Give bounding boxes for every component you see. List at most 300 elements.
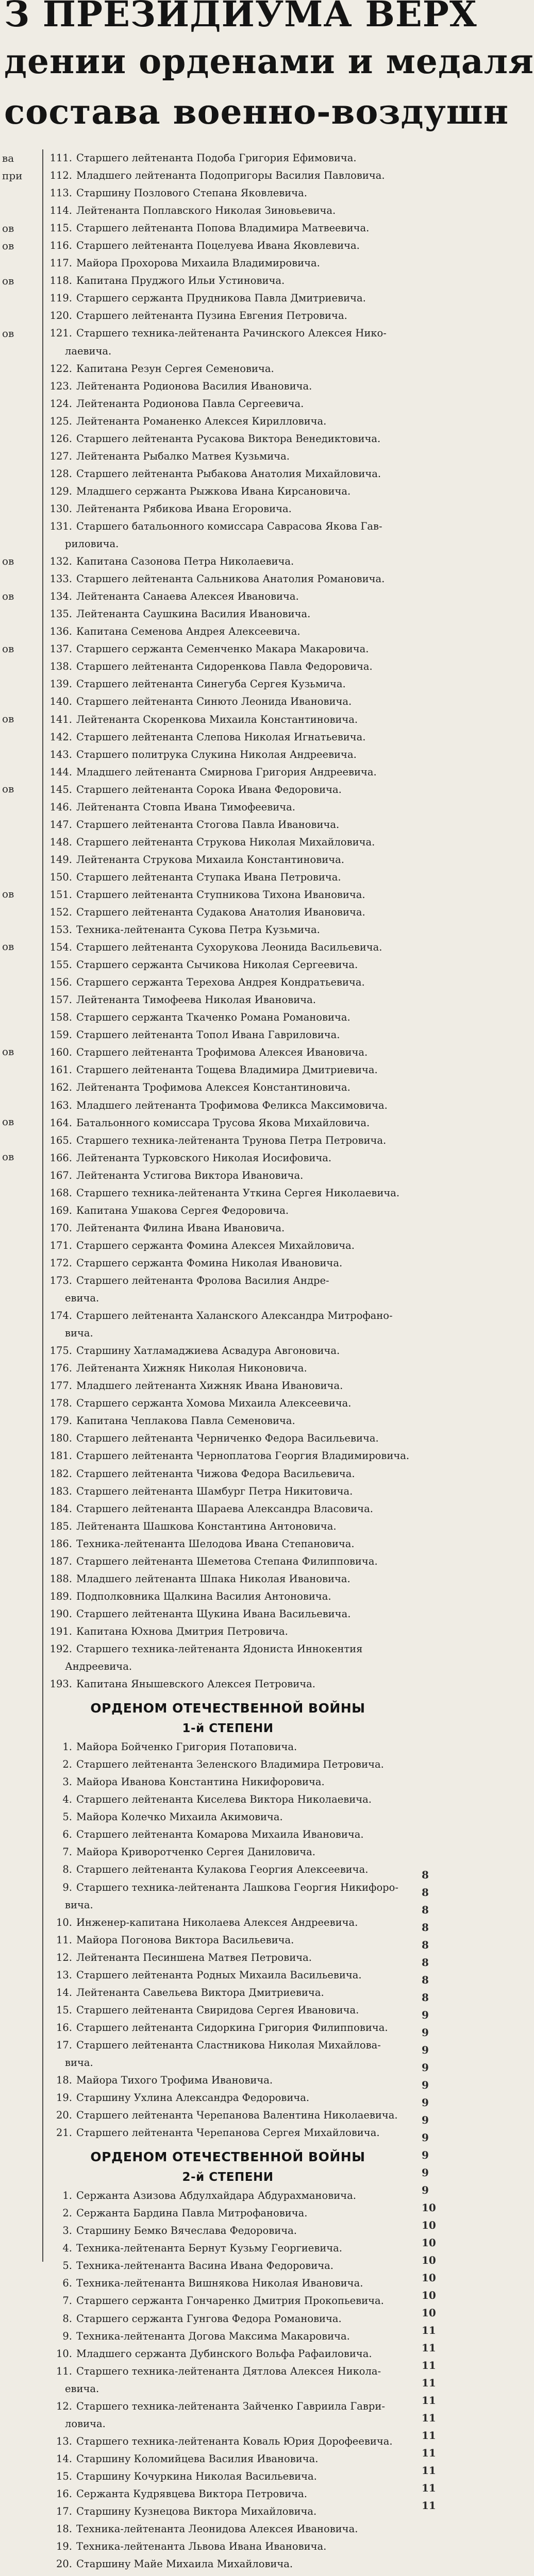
- item-text: Лейтенанта Песиншена Матвея Петровича.: [76, 1951, 312, 1963]
- list-item: [47, 728, 408, 746]
- item-number: 119.: [49, 292, 72, 304]
- list-item: [47, 921, 408, 939]
- item-text: Старшего сержанта Гончаренко Дмитрия Прокопьевича.: [76, 2295, 384, 2307]
- item-number: 182.: [49, 1467, 72, 1480]
- item-text: ловича.: [65, 2417, 106, 2430]
- right-fragment: [422, 1148, 440, 1165]
- right-fragment: 10: [422, 2307, 436, 2319]
- left-fragment: [0, 255, 41, 272]
- item-number: 154.: [49, 941, 72, 954]
- list-item: [47, 2107, 408, 2124]
- right-fragment: 11: [422, 2447, 436, 2459]
- item-number: 13.: [56, 2435, 72, 2447]
- left-fragment: [0, 447, 41, 465]
- item-text: Лейтенанта Рыбалко Матвея Кузьмича.: [76, 450, 290, 462]
- right-fragment: [422, 640, 440, 657]
- item-number: 178.: [49, 1397, 72, 1410]
- item-text: Капитана Сазонова Петра Николаевича.: [76, 555, 294, 568]
- left-fragment: ов: [2, 940, 14, 953]
- item-text: Лейтенанта Скоренкова Михаила Константиновича.: [76, 713, 358, 725]
- item-number: 150.: [49, 871, 72, 883]
- list-item: [47, 2345, 408, 2363]
- right-fragment: [422, 605, 440, 622]
- item-text: Старшего техника-лейтенанта Лашкова Георгия Никифоро-: [76, 1881, 398, 1893]
- left-fragment: ов: [2, 555, 14, 567]
- left-fragment: [0, 570, 41, 587]
- right-fragment: [422, 1200, 440, 1218]
- item-text: Старшину Майе Михаила Михайловича.: [76, 2558, 293, 2570]
- right-fragment: [422, 1008, 440, 1025]
- right-fragment: 8: [422, 1921, 429, 1934]
- left-fragment: [0, 990, 41, 1008]
- right-fragment: 9: [422, 2079, 429, 2091]
- list-item: [47, 1808, 408, 1826]
- list-item: [47, 991, 408, 1009]
- list-item-continuation: [47, 1896, 408, 1914]
- list-item: [47, 623, 408, 640]
- list-item: [47, 237, 408, 255]
- item-text: Старшину Хатламаджиева Асвадура Авгоновича.: [76, 1345, 340, 1357]
- right-fragment: [422, 255, 440, 272]
- item-number: 164.: [49, 1116, 72, 1129]
- item-text: Инженер-капитана Николаева Алексея Андреевича.: [76, 1916, 358, 1928]
- item-text: Старшего техника-лейтенанта Дятлова Алексея Никола-: [76, 2365, 381, 2377]
- right-fragment: 10: [422, 2236, 436, 2249]
- item-number: 19.: [56, 2092, 72, 2104]
- right-fragment: [422, 552, 440, 570]
- right-fragment: 8: [422, 1939, 429, 1951]
- item-number: 2.: [62, 2207, 72, 2219]
- item-text: вича.: [65, 1327, 93, 1340]
- list-item: [47, 1500, 408, 1518]
- section-gap: [47, 1693, 408, 1698]
- right-fragment: [422, 1376, 440, 1393]
- right-fragment: [422, 1463, 440, 1481]
- right-fragment: 9: [422, 2061, 429, 2074]
- item-text: Старшего лейтенанта Сидоркина Григория Филипповича.: [76, 2021, 388, 2033]
- list-item: [47, 956, 408, 974]
- right-fragment: 8: [422, 1991, 429, 2004]
- list-item: [47, 2089, 408, 2107]
- right-fragment: [422, 955, 440, 973]
- item-text: Старшего лейтенанта Фролова Василия Андре-: [76, 1275, 329, 1286]
- list-item: [47, 1097, 408, 1114]
- headline-block: [0, 0, 534, 148]
- right-fragment: [422, 1446, 440, 1463]
- item-number: 9.: [62, 2330, 72, 2342]
- left-fragment: [0, 184, 41, 202]
- item-text: вича.: [65, 1899, 93, 1911]
- left-fragment: [0, 202, 41, 219]
- item-number: 170.: [49, 1222, 72, 1234]
- item-text: Старшего сержанта Ткаченко Романа Романовича.: [76, 1011, 351, 1024]
- item-number: 120.: [49, 310, 72, 322]
- list-item: [47, 1447, 408, 1465]
- left-fragment: [0, 1095, 41, 1113]
- item-text: евича.: [65, 2382, 99, 2395]
- right-fragment: [422, 833, 440, 850]
- item-text: Техника-лейтенанта Вишнякова Николая Ивановича.: [76, 2277, 363, 2290]
- list-item: [47, 2398, 408, 2415]
- item-number: 125.: [49, 415, 72, 427]
- list-item: [47, 1149, 408, 1167]
- right-fragment: [422, 1060, 440, 1078]
- right-fragment: 11: [422, 2377, 436, 2389]
- list-item-continuation: [47, 2415, 408, 2433]
- list-item: [47, 465, 408, 483]
- right-fragment: [422, 237, 440, 255]
- list-item: [47, 1377, 408, 1395]
- item-text: Старшего лейтенанта Сорока Ивана Федоровича.: [76, 783, 342, 795]
- right-fragment: 8: [422, 1869, 429, 1881]
- list-item: [47, 1967, 408, 1984]
- left-fragment: [0, 1060, 41, 1078]
- list-item: [47, 219, 408, 237]
- item-text: Лейтенанта Струкова Михаила Константиновича.: [76, 853, 344, 866]
- item-number: 156.: [49, 976, 72, 989]
- list-item: [47, 483, 408, 500]
- item-text: Капитана Юхнова Дмитрия Петровича.: [76, 1625, 288, 1637]
- right-fragment: [422, 570, 440, 587]
- list-item: [47, 360, 408, 378]
- item-text: Старшего лейтенанта Сидоренкова Павла Федоровича.: [76, 660, 373, 673]
- list-item: [47, 1879, 408, 1896]
- item-text: вича.: [65, 2056, 93, 2069]
- item-number: 4.: [62, 1793, 72, 1806]
- item-text: Техника-лейтенанта Львова Ивана Ивановича.: [76, 2540, 327, 2553]
- right-fragment: 9: [422, 2114, 429, 2126]
- item-text: Лейтенанта Родионова Василия Ивановича.: [76, 380, 312, 392]
- item-number: 191.: [49, 1625, 72, 1637]
- left-fragment: [0, 517, 41, 535]
- item-text: Лейтенанта Савельева Виктора Дмитриевича.: [76, 1986, 324, 1998]
- right-fragment: [422, 1586, 440, 1603]
- list-item: [47, 1219, 408, 1237]
- list-item: [47, 1184, 408, 1202]
- left-fragment: [0, 342, 41, 360]
- headline-line-1: З ПРЕЗИДИУМА ВЕРХ: [4, 0, 477, 35]
- item-number: 153.: [49, 924, 72, 936]
- right-fragment: 9: [422, 2149, 429, 2161]
- item-text: Младшего лейтенанта Смирнова Григория Андреевича.: [76, 766, 377, 778]
- item-text: Старшего сержанта Сычикова Николая Сергеевича.: [76, 959, 358, 971]
- item-text: евича.: [65, 1292, 99, 1304]
- right-fragment: 9: [422, 2184, 429, 2196]
- item-number: 147.: [49, 818, 72, 831]
- list-item-continuation: [47, 2380, 408, 2398]
- list-item: [47, 1009, 408, 1026]
- list-item: [47, 1272, 408, 1290]
- right-fragment: [422, 1796, 440, 1814]
- item-text: Лейтенанта Турковского Николая Иосифовича.: [76, 1151, 332, 1164]
- right-fragment: [422, 1253, 440, 1270]
- right-fragment: [422, 1761, 440, 1778]
- item-text: Младшего лейтенанта Подопригоры Василия Павловича.: [76, 170, 385, 182]
- list-item: [47, 904, 408, 921]
- list-item: [47, 1430, 408, 1447]
- item-number: 121.: [49, 327, 72, 340]
- section-heading: ОРДЕНОМ ОТЕЧЕСТВЕННОЙ ВОЙНЫ: [90, 1701, 365, 1716]
- item-number: 7.: [62, 2295, 72, 2307]
- item-number: [47, 2573, 72, 2576]
- item-number: 140.: [49, 696, 72, 708]
- right-fragment: 10: [422, 2201, 436, 2214]
- item-number: 181.: [49, 1450, 72, 1462]
- section-heading: ОРДЕНОМ ОТЕЧЕСТВЕННОЙ ВОЙНЫ: [90, 2149, 365, 2165]
- item-text: Майора Погонова Виктора Васильевича.: [76, 1934, 294, 1946]
- right-fragment: [422, 1288, 440, 1306]
- right-fragment: [422, 184, 440, 202]
- right-fragment: [422, 1778, 440, 1796]
- left-fragment: ов: [2, 222, 14, 234]
- right-fragment: 10: [422, 2219, 436, 2231]
- left-fragment: [0, 1078, 41, 1095]
- item-text: Старшего сержанта Прудникова Павла Дмитриевича.: [76, 292, 366, 304]
- item-text: Старшего сержанта Фомина Николая Ивановича.: [76, 1257, 343, 1269]
- item-text: Майора Прохорова Михаила Владимировича.: [76, 257, 320, 269]
- right-fragment: [422, 1393, 440, 1411]
- left-fragment: ов: [2, 327, 14, 340]
- list-item: [47, 2240, 408, 2257]
- list-item: [47, 658, 408, 675]
- item-number: 7.: [62, 1846, 72, 1858]
- column-divider: [42, 149, 43, 2262]
- item-text: Младшего сержанта Дубинского Вольфа Рафаиловича.: [76, 2347, 372, 2360]
- item-text: Старшего лейтенанта Сластникова Николая Михайлова-: [76, 2039, 381, 2051]
- item-number: 115.: [49, 222, 72, 234]
- item-text: Сержанта Бардина Павла Митрофановича.: [76, 2207, 308, 2219]
- item-number: 129.: [49, 485, 72, 497]
- right-fragment: 11: [422, 2412, 436, 2424]
- right-fragment: [422, 1341, 440, 1358]
- item-text: Старшего техника-лейтенанта Трунова Петра Петровича.: [76, 1134, 387, 1146]
- list-item: [47, 570, 408, 588]
- item-text: Техника-лейтенанта Бернут Кузьму Георгиевича.: [76, 2242, 343, 2255]
- item-number: 18.: [56, 2523, 72, 2535]
- item-text: Техника-лейтенанта Сукова Петра Кузьмича.: [76, 924, 320, 936]
- item-number: 160.: [49, 1046, 72, 1059]
- item-number: 17.: [56, 2039, 72, 2051]
- right-fragment: 8: [422, 1974, 429, 1986]
- list-item: [47, 816, 408, 834]
- item-number: 138.: [49, 660, 72, 673]
- right-fragment: [422, 1638, 440, 1656]
- right-fragment: 9: [422, 2009, 429, 2021]
- right-fragment: [422, 850, 440, 868]
- left-fragment: [0, 307, 41, 325]
- item-number: 159.: [49, 1029, 72, 1041]
- item-number: 16.: [56, 2021, 72, 2033]
- item-text: Младшего лейтенанта Трофимова Феликса Максимовича.: [76, 1099, 388, 1111]
- list-item: [47, 764, 408, 781]
- right-fragment: [422, 692, 440, 710]
- list-item: [47, 2433, 408, 2450]
- item-text: Лейтенанта Тимофеева Николая Ивановича.: [76, 994, 316, 1006]
- right-fragment: [422, 1673, 440, 1691]
- item-text: Младшего лейтенанта Шпака Николая Ивановича.: [76, 1572, 351, 1585]
- left-fragment: ов: [2, 1150, 14, 1163]
- left-fragment: [0, 745, 41, 762]
- list-item: [47, 2292, 408, 2310]
- item-number: 167.: [49, 1169, 72, 1181]
- item-number: 5.: [62, 2260, 72, 2272]
- right-fragment: [422, 1726, 440, 1743]
- list-item: [47, 939, 408, 956]
- list-item: [47, 1044, 408, 1061]
- right-fragment: [422, 1323, 440, 1341]
- list-item-continuation: [47, 535, 408, 553]
- item-text: Лейтенанта Стовпа Ивана Тимофеевича.: [76, 801, 295, 813]
- right-fragment: [422, 1270, 440, 1288]
- item-number: 130.: [49, 502, 72, 515]
- item-text: Майора Колечко Михаила Акимовича.: [76, 1811, 283, 1823]
- item-text: Капитана Чеплакова Павла Семеновича.: [76, 1415, 295, 1427]
- right-fragment: [422, 412, 440, 430]
- item-text: Майора Тихого Трофима Ивановича.: [76, 2074, 273, 2087]
- item-text: лаевича.: [65, 345, 112, 357]
- right-fragment: [422, 1621, 440, 1638]
- list-item: [47, 1307, 408, 1325]
- item-number: 8.: [62, 1863, 72, 1876]
- item-number: 112.: [49, 170, 72, 182]
- item-text: Старшину Кочуркина Николая Васильевича.: [76, 2470, 317, 2482]
- item-number: 17.: [56, 2505, 72, 2518]
- item-text: Старшего лейтенанта Русакова Виктора Венедиктовича.: [76, 432, 381, 445]
- list-item: [47, 1483, 408, 1500]
- right-fragment: [422, 482, 440, 500]
- right-fragment: 11: [422, 2464, 436, 2477]
- item-number: 11.: [56, 1934, 72, 1946]
- list-item: [47, 1202, 408, 1219]
- left-fragment: ов: [2, 240, 14, 252]
- right-fragment: 11: [422, 2394, 436, 2406]
- decree-column: [47, 149, 408, 2576]
- section-subheading: 1-й СТЕПЕНИ: [182, 1722, 274, 1736]
- right-fragment: [422, 868, 440, 885]
- left-fragment: [0, 482, 41, 500]
- list-item: [47, 413, 408, 430]
- right-fragment: [422, 430, 440, 447]
- item-number: 124.: [49, 397, 72, 410]
- item-number: 10.: [56, 1916, 72, 1928]
- list-item: [47, 1518, 408, 1535]
- list-item: [47, 640, 408, 658]
- item-number: 20.: [56, 2109, 72, 2122]
- item-text: Капитана Янышевского Алексея Петровича.: [76, 1678, 315, 1690]
- list-item: [47, 1570, 408, 1588]
- item-number: 190.: [49, 1607, 72, 1620]
- right-fragment: [422, 762, 440, 780]
- item-text: Старшего техника-лейтенанта Ядониста Иннокентия: [76, 1642, 363, 1655]
- right-fragment: [422, 1358, 440, 1376]
- list-item: [47, 2555, 408, 2573]
- left-fragment: ов: [2, 888, 14, 900]
- item-number: 174.: [49, 1310, 72, 1322]
- item-number: 161.: [49, 1064, 72, 1076]
- item-text: Старшего лейтенанта Синегуба Сергея Кузьмича.: [76, 678, 346, 690]
- list-item: [47, 378, 408, 395]
- right-fragment: [422, 377, 440, 395]
- item-number: 158.: [49, 1011, 72, 1024]
- item-number: 141.: [49, 713, 72, 725]
- right-fragment: [422, 920, 440, 938]
- item-number: 11.: [56, 2365, 72, 2377]
- item-text: Сержанта Кудрявцева Виктора Петровича.: [76, 2488, 307, 2500]
- list-item: [47, 1132, 408, 1149]
- item-text: Лейтенанта Санаева Алексея Ивановича.: [76, 590, 299, 603]
- item-number: 175.: [49, 1345, 72, 1357]
- list-item: [47, 834, 408, 851]
- left-fragment: [0, 833, 41, 850]
- right-fragment: [422, 202, 440, 219]
- item-text: Младшего сержанта Рыжкова Ивана Кирсановича.: [76, 485, 351, 497]
- item-number: 3.: [62, 1776, 72, 1788]
- list-item: [47, 1984, 408, 2002]
- item-number: 118.: [49, 275, 72, 287]
- item-text: Лейтенанта Рябикова Ивана Егоровича.: [76, 502, 292, 515]
- right-fragment: [422, 342, 440, 360]
- item-number: 188.: [49, 1572, 72, 1585]
- right-fragment: [422, 1603, 440, 1621]
- right-fragment: [422, 1235, 440, 1253]
- right-fragment: [422, 885, 440, 903]
- left-fragment: [0, 1025, 41, 1043]
- right-fragment: [422, 1743, 440, 1761]
- item-text: Старшего лейтенанта Кулакова Георгия Алексеевича.: [76, 1863, 369, 1876]
- item-text: Старшего сержанта Хомова Михаила Алексеевича.: [76, 1397, 352, 1410]
- headline-line-3: состава военно-воздушн: [4, 92, 509, 132]
- headline-line-2: дении орденами и медаля: [4, 41, 534, 81]
- item-text: Старшего лейтенанта Подоба Григория Ефимовича.: [76, 152, 357, 164]
- right-fragment: [422, 1078, 440, 1095]
- left-fragment: [0, 535, 41, 552]
- right-fragment: [422, 1814, 440, 1831]
- list-item: [47, 1412, 408, 1430]
- item-text: Старшего лейтенанта Стогова Павла Ивановича.: [76, 818, 340, 831]
- item-number: 127.: [49, 450, 72, 462]
- list-item: [47, 553, 408, 570]
- item-text: Старшего сержанта Фомина Алексея Михайловича.: [76, 1239, 355, 1251]
- list-item: [47, 500, 408, 518]
- item-number: 151.: [49, 888, 72, 901]
- right-fragment: [422, 1498, 440, 1516]
- item-text: Старшину Бемко Вячеслава Федоровича.: [76, 2225, 297, 2237]
- item-number: 117.: [49, 257, 72, 269]
- right-fragment: [422, 307, 440, 325]
- item-number: 146.: [49, 801, 72, 813]
- right-fragment: [422, 727, 440, 745]
- item-number: 192.: [49, 1642, 72, 1655]
- list-item: [47, 1675, 408, 1693]
- left-fragment: [0, 377, 41, 395]
- item-number: 184.: [49, 1502, 72, 1515]
- item-text: Старшего лейтенанта Попова Владимира Матвеевича.: [76, 222, 370, 234]
- left-fragment: [0, 430, 41, 447]
- right-fragment: 8: [422, 1904, 429, 1916]
- item-number: 13.: [56, 1969, 72, 1981]
- right-fragment: [422, 938, 440, 955]
- list-item: [47, 395, 408, 413]
- left-fragment: [0, 395, 41, 412]
- item-number: 18.: [56, 2074, 72, 2087]
- left-fragment: при: [2, 170, 23, 182]
- right-fragment: [422, 990, 440, 1008]
- list-item: [47, 1931, 408, 1949]
- item-text: Старшего батальонного комиссара Саврасова Якова Гав-: [76, 520, 382, 532]
- item-text: Старшего лейтенанта Щукина Ивана Васильевича.: [76, 1607, 351, 1620]
- right-fragment: 11: [422, 2499, 436, 2512]
- list-item: [47, 1791, 408, 1808]
